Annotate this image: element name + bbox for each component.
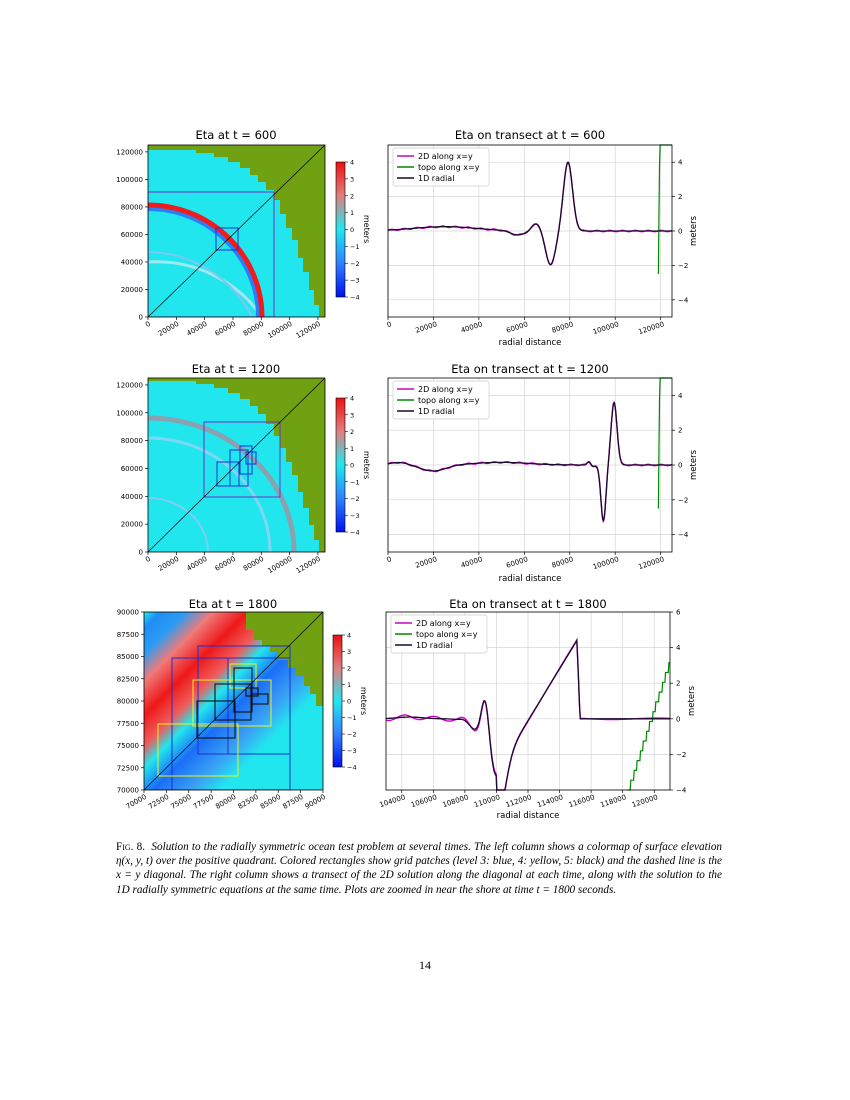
colorbar-tick-label: −3 [350,276,360,285]
transect-y-tick-label: −2 [676,750,687,759]
map-y-ticks-2 [116,381,148,556]
colorbar-tick-label: 0 [350,461,355,470]
transect-x-tick-label: 118000 [599,793,628,810]
legend-2d-1: 2D along x=y [418,152,473,161]
transect-x-tick-label: 114000 [536,793,565,810]
colorbar-tick-label: 1 [350,209,355,218]
map-y-tick-label: 90000 [116,608,139,617]
colorbar-tick-label: −3 [350,511,360,520]
transect-x-tick-label: 120000 [630,793,659,810]
series-1d-radial-2 [388,402,672,520]
transect-y-ticks-3 [670,609,687,795]
transect-x-tick-label: 0 [385,555,393,565]
transect-ylabel-3: meters [687,686,697,716]
transect-x-tick-label: 0 [385,320,393,330]
legend-2d-3: 2D along x=y [416,619,471,628]
transect-y-tick-label: 0 [678,227,683,236]
transect-x-ticks-3 [378,790,658,809]
map-y-tick-label: 20000 [120,285,143,294]
map-x-tick-label: 80000 [214,792,238,811]
figure-caption [116,840,722,897]
colorbar-tick-label: −1 [350,242,360,251]
map-x-tick-label: 90000 [303,792,327,811]
map-y-ticks-1 [116,148,148,321]
map-y-tick-label: 72500 [116,764,139,773]
map-y-tick-label: 60000 [120,464,143,473]
transect-y-ticks-1 [672,159,689,305]
map-panel-2 [116,362,371,575]
transect-x-tick-label: 60000 [505,320,529,335]
transect-y-tick-label: 2 [678,193,683,202]
colorbar-tick-label: 4 [347,631,352,640]
map-y-tick-label: 70000 [116,786,139,795]
transect-panel-3 [378,597,697,821]
map-y-tick-label: 75000 [116,742,139,750]
colorbar-tick-label: −2 [347,730,357,739]
transect-x-tick-label: 60000 [505,555,529,570]
transect-ylabel-2: meters [689,450,699,480]
transect-x-tick-label: 20000 [414,555,439,570]
map-y-ticks-3 [117,609,144,795]
map-y-tick-label: 40000 [120,492,143,501]
surface-elevation-colormap-1 [148,145,325,317]
map-y-tick-label: 120000 [116,148,143,157]
map-y-tick-label: 85000 [116,653,139,661]
transect-x-tick-label: 120000 [637,555,666,572]
map-x-tick-label: 80000 [241,319,266,338]
transect-x-tick-label: 100000 [591,555,620,572]
transect-x-ticks-1 [386,317,665,336]
transect-x-tick-label: 112000 [504,793,533,810]
map-y-tick-label: 0 [138,313,143,322]
transect-x-tick-label: 116000 [567,793,596,810]
transect-title-2: Eta on transect at t = 1200 [451,362,609,376]
map-y-tick-label: 100000 [116,409,143,418]
colorbar-tick-label: −2 [350,495,360,503]
transect-x-tick-label: 80000 [550,320,575,335]
transect-title-3: Eta on transect at t = 1800 [449,597,607,611]
colorbar-ticks-3 [342,632,357,772]
colorbar-label-1: meters [362,214,371,244]
map-title-3: Eta at t = 1800 [188,597,278,611]
legend-1d-2: 1D radial [418,407,455,416]
transect-y-tick-label: 0 [676,715,681,724]
map-x-tick-label: 40000 [185,319,209,338]
colorbar-tick-label: 0 [347,697,352,706]
transect-x-tick-label: 120000 [637,320,666,337]
legend-topo-2: topo along x=y [418,396,480,405]
transect-title-1: Eta on transect at t = 600 [454,128,606,142]
legend-3 [391,615,487,653]
map-x-tick-label: 60000 [213,319,237,338]
map-x-tick-label: 70000 [124,792,148,811]
transect-x-tick-label: 40000 [459,555,484,570]
map-panel-1 [116,128,371,340]
colorbar-tick-label: 1 [347,681,352,689]
legend-1 [393,148,489,186]
colorbar-ticks-2 [345,395,360,537]
legend-topo-3: topo along x=y [416,630,478,639]
transect-x-tick-label: 80000 [550,555,575,570]
colorbar-tick-label: 4 [350,394,355,403]
map-y-tick-label: 82500 [116,675,139,684]
colorbar-tick-label: 2 [347,664,352,673]
surface-elevation-colormap-3 [144,612,323,790]
colorbar-tick-label: −1 [350,478,360,487]
transect-x-tick-label: 100000 [591,320,620,337]
map-x-tick-label: 120000 [294,554,322,576]
page-number: 14 [419,958,431,972]
map-x-tick-label: 85000 [258,792,283,811]
map-x-tick-label: 72500 [147,792,171,811]
map-x-tick-label: 82500 [236,792,260,811]
transect-y-tick-label: 0 [678,461,683,470]
transect-y-tick-label: −4 [676,786,687,795]
map-y-tick-label: 80000 [116,697,139,706]
transect-y-tick-label: 6 [676,608,681,617]
figure-label: Fig. 8. [116,841,146,853]
map-x-tick-label: 0 [144,319,152,329]
transect-x-tick-label: 106000 [410,793,438,810]
transect-y-tick-label: −4 [678,531,689,540]
map-y-tick-label: 60000 [120,230,143,239]
map-x-tick-label: 80000 [241,554,266,573]
map-title-2: Eta at t = 1200 [191,362,281,376]
colorbar-tick-label: −4 [350,293,360,302]
colorbar-label-3: meters [359,686,368,716]
map-x-tick-label: 100000 [266,319,294,341]
colorbar-tick-label: 2 [350,428,355,436]
map-y-tick-label: 0 [138,548,143,557]
legend-1d-1: 1D radial [418,174,455,183]
map-x-tick-label: 87500 [281,792,305,811]
legend-topo-1: topo along x=y [418,163,480,172]
transect-y-ticks-2 [672,392,689,539]
legend-2d-2: 2D along x=y [418,385,473,394]
colorbar-tick-label: −2 [350,259,360,268]
colorbar-tick-label: −4 [347,763,357,772]
map-x-ticks-2 [144,552,322,575]
transect-x-tick-label: 110000 [473,793,502,810]
map-x-ticks-1 [144,317,322,340]
map-y-tick-label: 77500 [116,719,139,728]
transect-x-tick-label: 20000 [414,320,439,335]
map-x-tick-label: 100000 [266,554,294,576]
transect-xlabel-2: radial distance [498,574,562,584]
map-y-tick-label: 120000 [116,381,143,390]
map-title-1: Eta at t = 600 [195,128,277,142]
transect-x-ticks-2 [386,552,665,571]
map-x-tick-label: 20000 [157,319,181,338]
transect-panel-2 [386,362,699,584]
map-x-ticks-3 [125,790,327,811]
map-y-tick-label: 20000 [120,520,143,529]
map-x-tick-label: 20000 [157,554,181,573]
map-x-tick-label: 0 [144,554,152,564]
legend-2 [393,381,489,419]
colorbar-tick-label: 3 [347,648,352,656]
caption-text: Solution to the radially symmetric ocean test problem at several times. The left column shows a colormap of surface elevation η(x, y, t) over the positive quadrant. Colored rectangles show grid patches (level 3: blue, 4: yellow, 5: black) and the dashed line is the x = y diagonal. The right column shows a transect of the 2D solution along the diagonal at each time, along with the solution to the 1D radially symmetric equations at the same time. Plots are zoomed in near the shore at time t = 1800 seconds. [116,841,723,896]
colorbar-tick-label: −3 [347,747,357,755]
series-2d-along-xy-2 [388,403,672,521]
map-y-tick-label: 80000 [120,437,143,446]
transect-ylabel-1: meters [689,216,699,246]
transect-x-tick-label: 108000 [441,793,470,810]
colorbar-tick-label: 3 [350,411,355,420]
map-x-tick-label: 40000 [185,554,209,573]
colorbar-3 [333,635,342,767]
colorbar-tick-label: 2 [350,192,355,201]
colorbar-1 [336,162,345,297]
series-topo-along-xy-3 [627,663,670,790]
colorbar-tick-label: 0 [350,226,355,234]
colorbar-tick-label: −4 [350,528,360,537]
colorbar-2 [336,398,345,532]
map-x-tick-label: 60000 [213,554,237,573]
colorbar-tick-label: 1 [350,444,355,453]
map-y-tick-label: 80000 [120,203,143,212]
transect-y-tick-label: −2 [678,496,689,505]
transect-xlabel-1: radial distance [498,338,562,348]
transect-x-tick-label: 104000 [378,793,407,810]
map-y-tick-label: 40000 [120,258,143,267]
colorbar-tick-label: 4 [350,158,355,167]
map-x-tick-label: 75000 [169,792,193,811]
colorbar-tick-label: −1 [347,714,357,722]
colorbar-ticks-1 [345,159,360,302]
map-x-tick-label: 120000 [294,319,322,341]
map-x-tick-label: 77500 [191,792,216,811]
transect-y-tick-label: 2 [678,426,683,435]
map-panel-3 [117,597,368,811]
map-y-tick-label: 87500 [116,630,139,639]
transect-y-tick-label: 4 [678,158,683,167]
transect-x-tick-label: 40000 [459,320,484,335]
legend-1d-3: 1D radial [416,641,453,650]
transect-y-tick-label: 4 [676,644,681,653]
transect-y-tick-label: −4 [678,296,689,305]
transect-y-tick-label: 4 [678,391,683,400]
colorbar-tick-label: 3 [350,175,355,184]
transect-panel-1 [386,128,699,348]
map-y-tick-label: 100000 [116,175,143,184]
transect-y-tick-label: −2 [678,261,689,270]
transect-xlabel-3: radial distance [496,811,560,821]
colorbar-label-2: meters [362,450,371,480]
transect-y-tick-label: 2 [676,679,681,688]
surface-elevation-colormap-2 [148,378,325,552]
